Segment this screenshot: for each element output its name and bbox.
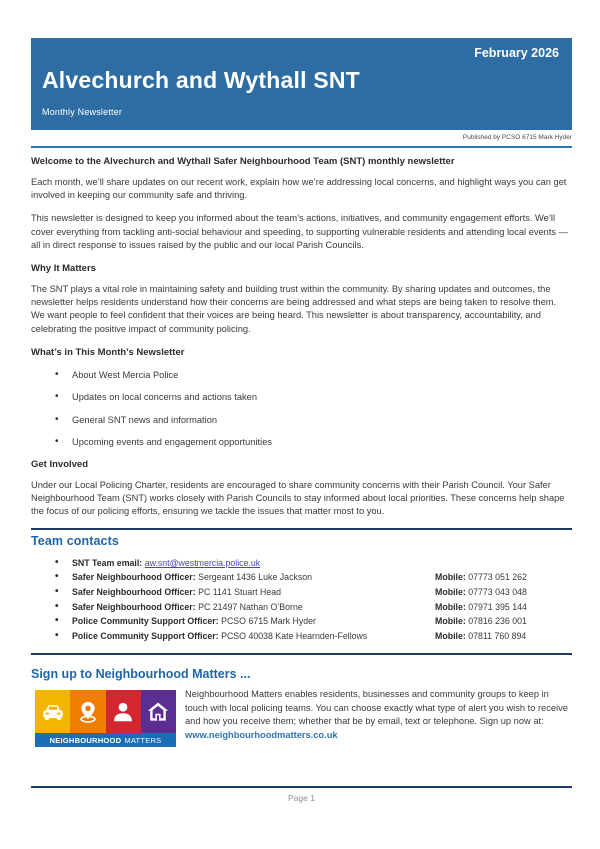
logo-wordmark bbox=[35, 733, 176, 747]
email-label: SNT Team email: bbox=[72, 557, 145, 568]
location-pin-icon bbox=[70, 690, 105, 733]
contact-role: Safer Neighbourhood Officer: bbox=[72, 586, 196, 597]
contact-row bbox=[31, 614, 572, 629]
mobile-label: Mobile: bbox=[435, 601, 466, 612]
mobile-label: Mobile: bbox=[435, 586, 466, 597]
mobile-label: Mobile: bbox=[435, 616, 466, 627]
whats-in-list bbox=[31, 369, 572, 449]
neighbourhood-matters-logo bbox=[35, 690, 176, 747]
signup-paragraph bbox=[185, 688, 572, 747]
banner bbox=[31, 38, 572, 130]
banner-date: February 2026 bbox=[474, 46, 559, 60]
contact-row-email bbox=[31, 556, 572, 571]
contact-row bbox=[31, 629, 572, 644]
contact-name: PC 1141 Stuart Head bbox=[195, 586, 282, 597]
welcome-heading: Welcome to the Alvechurch and Wythall Safer Neighbourhood Team (SNT) monthly newsletter bbox=[31, 156, 455, 167]
contact-role: Police Community Support Officer: bbox=[72, 630, 219, 641]
contact-row bbox=[31, 570, 572, 585]
contact-row bbox=[31, 600, 572, 615]
mobile-number: 07811 760 894 bbox=[465, 630, 527, 641]
website-link[interactable]: www.neighbourhoodmatters.co.uk bbox=[185, 729, 338, 740]
list-item: • Upcoming events and engagement opportunities bbox=[31, 436, 572, 448]
contact-role: Safer Neighbourhood Officer: bbox=[72, 572, 196, 583]
contact-row bbox=[31, 585, 572, 600]
intro-paragraph-1: Each month, we’ll share updates on our recent work, explain how we’re addressing local concerns, and highlight ways you can get involved in keeping our community safe and thriving. bbox=[31, 177, 567, 201]
contact-role: Safer Neighbourhood Officer: bbox=[72, 601, 196, 612]
house-icon bbox=[141, 690, 176, 733]
contact-name: PCSO 6715 Mark Hyder bbox=[218, 616, 316, 627]
mobile-number: 07971 395 144 bbox=[465, 601, 527, 612]
contact-role: Police Community Support Officer: bbox=[72, 616, 219, 627]
whats-in-heading: What’s in This Month’s Newsletter bbox=[31, 346, 185, 358]
list-item: • About West Mercia Police bbox=[31, 369, 572, 381]
footer bbox=[31, 786, 572, 803]
divider-signup bbox=[31, 653, 572, 655]
list-item: • Updates on local concerns and actions taken bbox=[31, 391, 572, 403]
page-title: Alvechurch and Wythall SNT bbox=[42, 67, 360, 93]
logo-text-bold: NEIGHBOURHOOD bbox=[49, 735, 122, 745]
get-involved-paragraph: Under our Local Policing Charter, residents are encouraged to share community concerns with their Parish Council. Your Safer Neighbourhood Team (SNT) works closely with Parish Councils to stay informed about local priorities. These concerns help shape the focus of our policing efforts, ensuring we tackle the issues that matter most to you. bbox=[31, 479, 565, 517]
signup-heading: Sign up to Neighbourhood Matters ... bbox=[31, 667, 251, 682]
get-involved-heading: Get Involved bbox=[31, 458, 89, 470]
team-contacts-heading: Team contacts bbox=[31, 533, 119, 548]
why-it-matters-heading: Why It Matters bbox=[31, 263, 96, 275]
page-number: Page 1 bbox=[288, 793, 315, 803]
mobile-label: Mobile: bbox=[435, 572, 466, 583]
signup-paragraph-text: Neighbourhood Matters enables residents, businesses and community groups to keep in touch with local policing teams. You can choose exactly what type of alert you wish to receive and how you receive them; whether that be by email, text or telephone. Sign up now at: bbox=[185, 689, 568, 727]
mobile-number: 07816 236 001 bbox=[465, 616, 527, 627]
person-icon bbox=[106, 690, 141, 733]
team-contacts-list bbox=[31, 556, 572, 644]
divider-top bbox=[31, 146, 572, 148]
why-it-matters-paragraph: The SNT plays a vital role in maintaining safety and building trust within the community. By sharing updates and outcomes, the newsletter helps residents understand how their concerns are being addressed and what steps are being taken to resolve them. We want people to feel confident that their voices are being heard. This newsletter is about transparency, accountability, and celebrating the positive impact of community policing. bbox=[31, 284, 557, 334]
footer-divider bbox=[31, 786, 572, 788]
signup-section bbox=[31, 690, 572, 747]
list-item: • General SNT news and information bbox=[31, 414, 572, 426]
divider-team-contacts bbox=[31, 528, 572, 530]
published-by: Published by PCSO 6715 Mark Hyder bbox=[462, 134, 572, 141]
intro-paragraph-2: This newsletter is designed to keep you informed about the team’s actions, initiatives, and community engagement efforts. We’ll cover everything from tackling anti-social behaviour and speeding, to supporting vulnerable residents and attending local events — all in direct response to issues raised by the public and our local Parish Councils. bbox=[31, 213, 568, 250]
email-link[interactable]: aw.snt@westmercia.police.uk bbox=[144, 557, 261, 568]
contact-name: Sergeant 1436 Luke Jackson bbox=[195, 572, 313, 583]
mobile-number: 07773 051 262 bbox=[465, 572, 527, 583]
contact-name: PCSO 40038 Kate Hearnden-Fellows bbox=[218, 630, 368, 641]
car-icon bbox=[35, 690, 70, 733]
contact-name: PC 21497 Nathan O’Borne bbox=[195, 601, 303, 612]
mobile-number: 07773 043 048 bbox=[465, 586, 527, 597]
mobile-label: Mobile: bbox=[435, 630, 466, 641]
logo-text-light: MATTERS bbox=[124, 735, 162, 745]
banner-subtitle: Monthly Newsletter bbox=[42, 107, 123, 117]
